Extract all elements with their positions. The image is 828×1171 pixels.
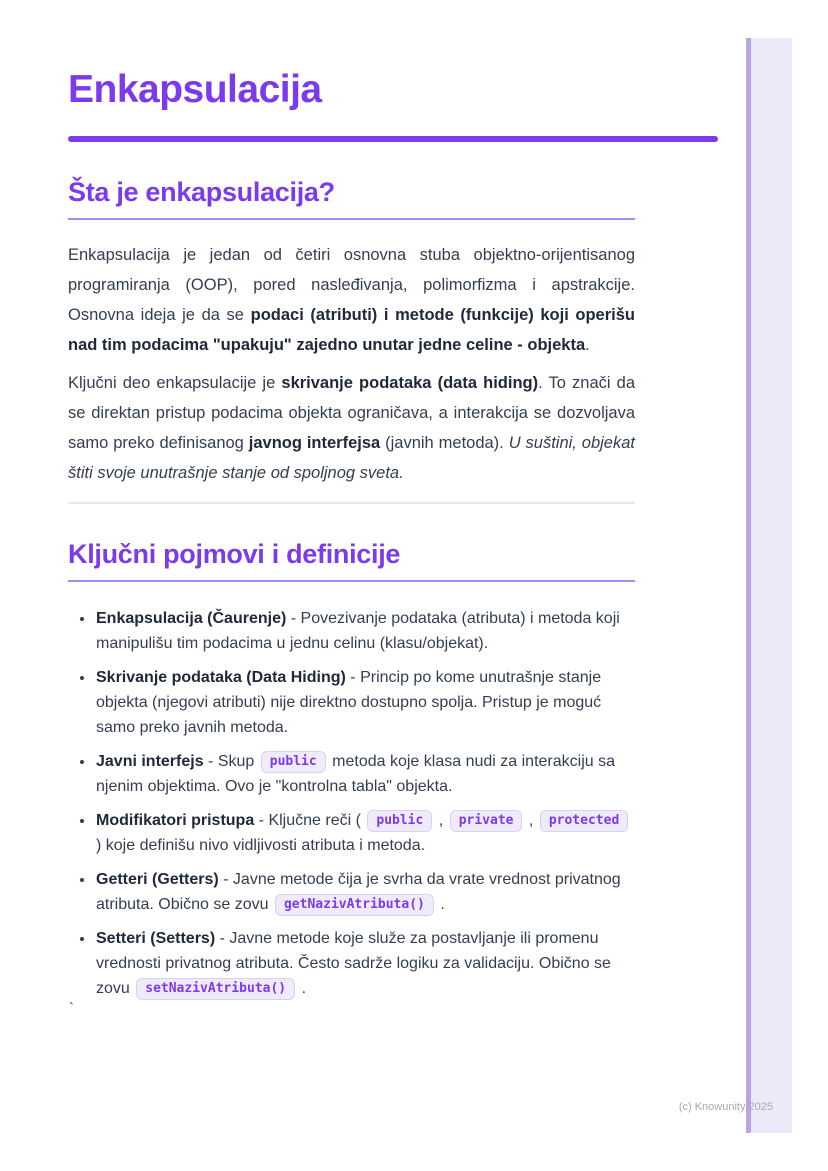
text-run: javnog interfejsa — [248, 434, 381, 452]
copyright-footer: (c) Knowunity 2025 — [678, 1101, 773, 1113]
text-run: Setteri (Setters) — [96, 930, 216, 947]
list-item — [95, 749, 635, 799]
text-run: Javni interfejs — [96, 753, 204, 770]
section-heading: Šta je enkapsulacija? — [68, 176, 635, 220]
inline-code-chip: private — [450, 810, 523, 832]
list-item — [95, 665, 635, 740]
paragraph — [68, 240, 635, 360]
section-divider — [68, 502, 635, 504]
stray-backtick: ` — [69, 1000, 74, 1017]
document-content — [68, 0, 635, 1010]
text-run: - Javne metode koje služe za postavljanje ili promenu vrednosti privatnog atributa. Često sadrže logiku za validaciju. Obično se zovu — [96, 930, 611, 997]
text-run: Skrivanje podataka (Data Hiding) — [96, 669, 346, 686]
paragraph — [68, 368, 635, 488]
text-run: . — [297, 980, 307, 997]
list-item — [95, 867, 635, 917]
inline-code-chip: public — [261, 751, 326, 773]
text-run: Enkapsulacija (Čaurenje) — [96, 610, 287, 627]
text-run: Modifikatori pristupa — [96, 812, 255, 829]
text-run: metoda koje klasa nudi za interakciju sa njenim objektima. Ovo je "kontrolna tabla" objekta. — [96, 753, 615, 795]
inline-code-chip: public — [367, 810, 432, 832]
text-run: ) koje definišu nivo vidljivosti atributa i metoda. — [96, 837, 426, 854]
list-item — [95, 808, 635, 858]
inline-code-chip: setNazivAtributa() — [136, 978, 295, 1000]
inline-code-chip: getNazivAtributa() — [275, 894, 434, 916]
title-rule — [68, 136, 718, 142]
text-run: U suštini, objekat štiti svoje unutrašnje stanje od spoljnog sveta. — [68, 434, 635, 482]
page-title: Enkapsulacija — [68, 68, 322, 111]
text-run: Ključni deo enkapsulacije je — [68, 374, 282, 392]
text-run: - Princip po kome unutrašnje stanje objekta (njegovi atributi) nije direktno dostupno spolja. Pristup je moguć samo preko javnih metoda. — [96, 669, 602, 736]
text-run: Enkapsulacija je jedan od četiri osnovna stuba objektno-orijentisanog programiranja (OOP), pored nasleđivanja, polimorfizma i apstrakcije. Osnovna ideja je da se — [68, 246, 635, 324]
sections-container — [68, 176, 635, 1001]
text-run: Getteri (Getters) — [96, 871, 219, 888]
text-run: skrivanje podataka (data hiding) — [281, 374, 539, 392]
definition-list — [68, 606, 635, 1001]
text-run: - Javne metode čija je svrha da vrate vrednost privatnog atributa. Obično se zovu — [96, 871, 621, 913]
page-edge-strip — [746, 38, 792, 1133]
text-run: . — [435, 896, 445, 913]
text-run: , — [434, 812, 448, 829]
text-run: - Povezivanje podataka (atributa) i metoda koji manipulišu tim podacima u jednu celinu (klasu/objekat). — [96, 610, 620, 652]
list-item — [95, 606, 635, 656]
text-run: - Ključne reči ( — [254, 812, 366, 829]
list-item — [95, 926, 635, 1001]
text-run: . — [585, 336, 590, 354]
inline-code-chip: protected — [540, 810, 628, 832]
text-run: - Skup — [203, 753, 259, 770]
text-run: , — [524, 812, 538, 829]
text-run: . To znači da se direktan pristup podacima objekta ograničava, a interakcija se dozvoljava samo preko definisanog — [68, 374, 635, 452]
text-run: podaci (atributi) i metode (funkcije) koji operišu nad tim podacima "upakuju" zajedno unutar jedne celine - objekta — [68, 306, 635, 354]
text-run: (javnih metoda). — [380, 434, 509, 452]
section-heading: Ključni pojmovi i definicije — [68, 538, 635, 582]
